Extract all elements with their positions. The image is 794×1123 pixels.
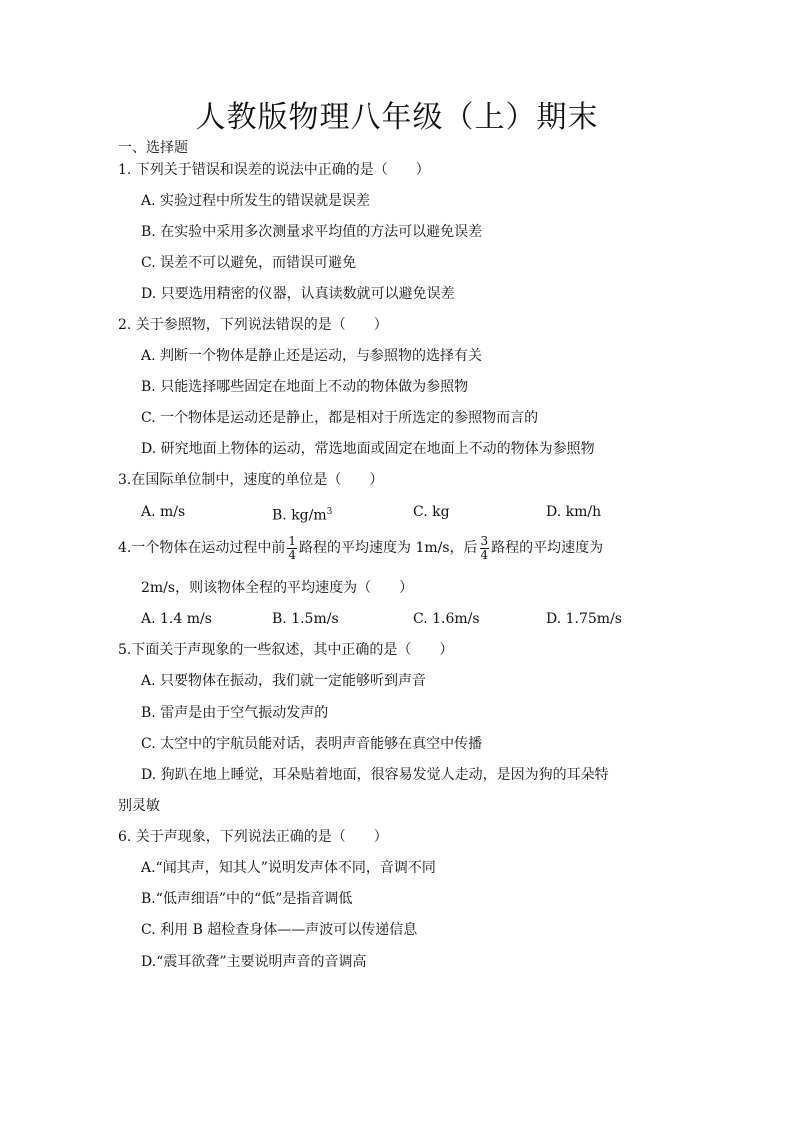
question-1-option-c: C. 误差不可以避免，而错误可避免 (141, 255, 357, 271)
question-2-option-b: B. 只能选择哪些固定在地面上不动的物体做为参照物 (141, 379, 469, 395)
question-2-option-d: D. 研究地面上物体的运动，常选地面或固定在地面上不动的物体为参照物 (141, 441, 595, 457)
question-5-option-a: A. 只要物体在振动，我们就一定能够听到声音 (141, 673, 427, 689)
question-1-option-b: B. 在实验中采用多次测量求平均值的方法可以避免误差 (141, 224, 483, 240)
fraction-denominator: 4 (480, 547, 489, 562)
question-4-option-c: C. 1.6m/s (413, 611, 480, 627)
question-5-option-d-wrap: 别灵敏 (118, 798, 160, 814)
question-4-stem (118, 534, 603, 562)
option-b-text: B. kg/m (272, 507, 327, 524)
question-6-stem: 6. 关于声现象，下列说法正确的是（ ） (118, 829, 388, 845)
question-3-stem: 3.在国际单位制中，速度的单位是（ ） (118, 472, 384, 488)
question-2-stem: 2. 关于参照物，下列说法错误的是（ ） (118, 317, 388, 333)
question-6-option-d: D.“震耳欲聋”主要说明声音的音调高 (141, 954, 367, 970)
question-3-option-a: A. m/s (141, 504, 186, 520)
fraction-denominator: 4 (288, 547, 296, 562)
question-2-option-c: C. 一个物体是运动还是静止，都是相对于所选定的参照物而言的 (141, 410, 539, 426)
question-5-stem: 5.下面关于声现象的一些叙述，其中正确的是（ ） (118, 642, 454, 658)
question-4-stem-line-2: 2m/s，则该物体全程的平均速度为（ ） (141, 580, 414, 596)
question-4-option-a: A. 1.4 m/s (141, 611, 212, 627)
question-6-option-b: B.“低声细语”中的“低”是指音调低 (141, 891, 353, 907)
page-title: 人教版物理八年级（上）期末 (195, 100, 599, 135)
question-6-option-a: A.“闻其声，知其人”说明发声体不同，音调不同 (141, 860, 436, 876)
question-4-option-b: B. 1.5m/s (272, 611, 339, 627)
question-3-option-b (272, 502, 332, 526)
question-3-option-c: C. kg (413, 504, 450, 520)
question-5-option-c: C. 太空中的宇航员能对话，表明声音能够在真空中传播 (141, 736, 483, 752)
question-6-option-c: C. 利用 B 超检查身体——声波可以传递信息 (141, 922, 418, 938)
stem-part-2: 路程的平均速度为 1m/s，后 (299, 540, 478, 556)
question-3-option-d: D. km/h (546, 504, 602, 520)
fraction-one-quarter (287, 535, 297, 562)
question-5-option-b: B. 雷声是由于空气振动发声的 (141, 705, 329, 721)
stem-part-1: 4.一个物体在运动过程中前 (118, 540, 286, 556)
fraction-numerator: 3 (480, 533, 489, 548)
question-1-stem: 1. 下列关于错误和误差的说法中正确的是（ ） (118, 162, 430, 178)
fraction-numerator: 1 (288, 533, 296, 548)
stem-part-3: 路程的平均速度为 (491, 540, 604, 556)
section-heading: 一、选择题 (118, 140, 188, 156)
question-1-option-a: A. 实验过程中所发生的错误就是误差 (141, 193, 371, 209)
fraction-three-quarters (480, 535, 490, 562)
question-4-option-d: D. 1.75m/s (546, 611, 622, 627)
question-1-option-d: D. 只要选用精密的仪器，认真读数就可以避免误差 (141, 286, 455, 302)
question-5-option-d: D. 狗趴在地上睡觉，耳朵贴着地面，很容易发觉人走动，是因为狗的耳朵特 (141, 767, 609, 783)
cubic-superscript: 3 (326, 507, 333, 517)
question-2-option-a: A. 判断一个物体是静止还是运动，与参照物的选择有关 (141, 348, 483, 364)
